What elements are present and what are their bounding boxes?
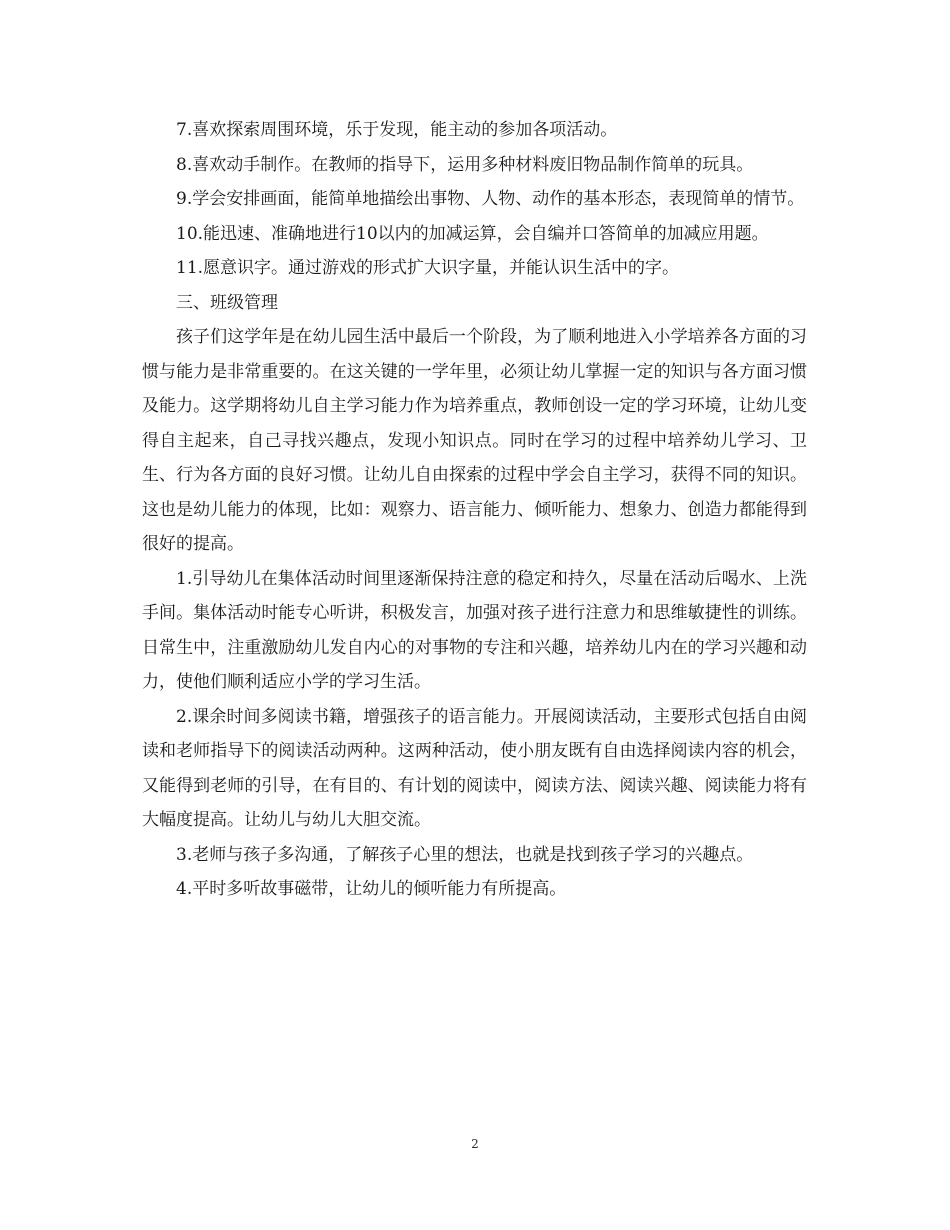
section-heading: 三、班级管理: [176, 292, 278, 313]
list-item-9: 9.学会安排画面，能简单地描绘出事物、人物、动作的基本形态，表现简单的情节。: [176, 189, 805, 209]
list-item-1: 1.引导幼儿在集体活动时间里逐渐保持注意的稳定和持久，尽量在活动后喝水、上洗手间。集体活动时能专心听讲，积极发言，加强对孩子进行注意力和思维敏捷性的训练。日常生中，注重激励幼儿发自内心的对事物的专注和兴趣，培养幼儿内在的学习兴趣和动力，使他们顺利适应小学的学习生活。: [142, 568, 807, 692]
list-item-11: 11.愿意识字。通过游戏的形式扩大识字量，并能认识生活中的字。: [176, 258, 680, 278]
list-item-7: 7.喜欢探索周围环境，乐于发现，能主动的参加各项活动。: [176, 120, 618, 140]
list-item-8: 8.喜欢动手制作。在教师的指导下，运用多种材料废旧物品制作简单的玩具。: [176, 154, 754, 175]
list-item-3: 3.老师与孩子多沟通，了解孩子心里的想法，也就是找到孩子学习的兴趣点。: [176, 844, 754, 865]
list-item-4: 4.平时多听故事磁带，让幼儿的倾听能力有所提高。: [176, 879, 567, 899]
intro-paragraph: 孩子们这学年是在幼儿园生活中最后一个阶段，为了顺利地进入小学培养各方面的习惯与能力是非常重要的。在这关键的一学年里，必须让幼儿掌握一定的知识与各方面习惯及能力。这学期将幼儿自主学习能力作为培养重点，教师创设一定的学习环境，让幼儿变得自主起来，自己寻找兴趣点，发现小知识点。同时在学习的过程中培养幼儿学习、卫生、行为各方面的良好习惯。让幼儿自由探索的过程中学会自主学习，获得不同的知识。这也是幼儿能力的体现，比如：观察力、语言能力、倾听能力、想象力、创造力都能得到很好的提高。: [142, 327, 807, 554]
list-item-2: 2.课余时间多阅读书籍，增强孩子的语言能力。开展阅读活动，主要形式包括自由阅读和老师指导下的阅读活动两种。这两种活动，使小朋友既有自由选择阅读内容的机会，又能得到老师的引导，在有目的、有计划的阅读中，阅读方法、阅读兴趣、阅读能力将有大幅度提高。让幼儿与幼儿大胆交流。: [142, 706, 807, 830]
document-body: [142, 113, 807, 907]
page-number: 2: [471, 1137, 479, 1151]
list-item-10: 10.能迅速、准确地进行10以内的加减运算，会自编并口答简单的加减应用题。: [176, 223, 769, 244]
